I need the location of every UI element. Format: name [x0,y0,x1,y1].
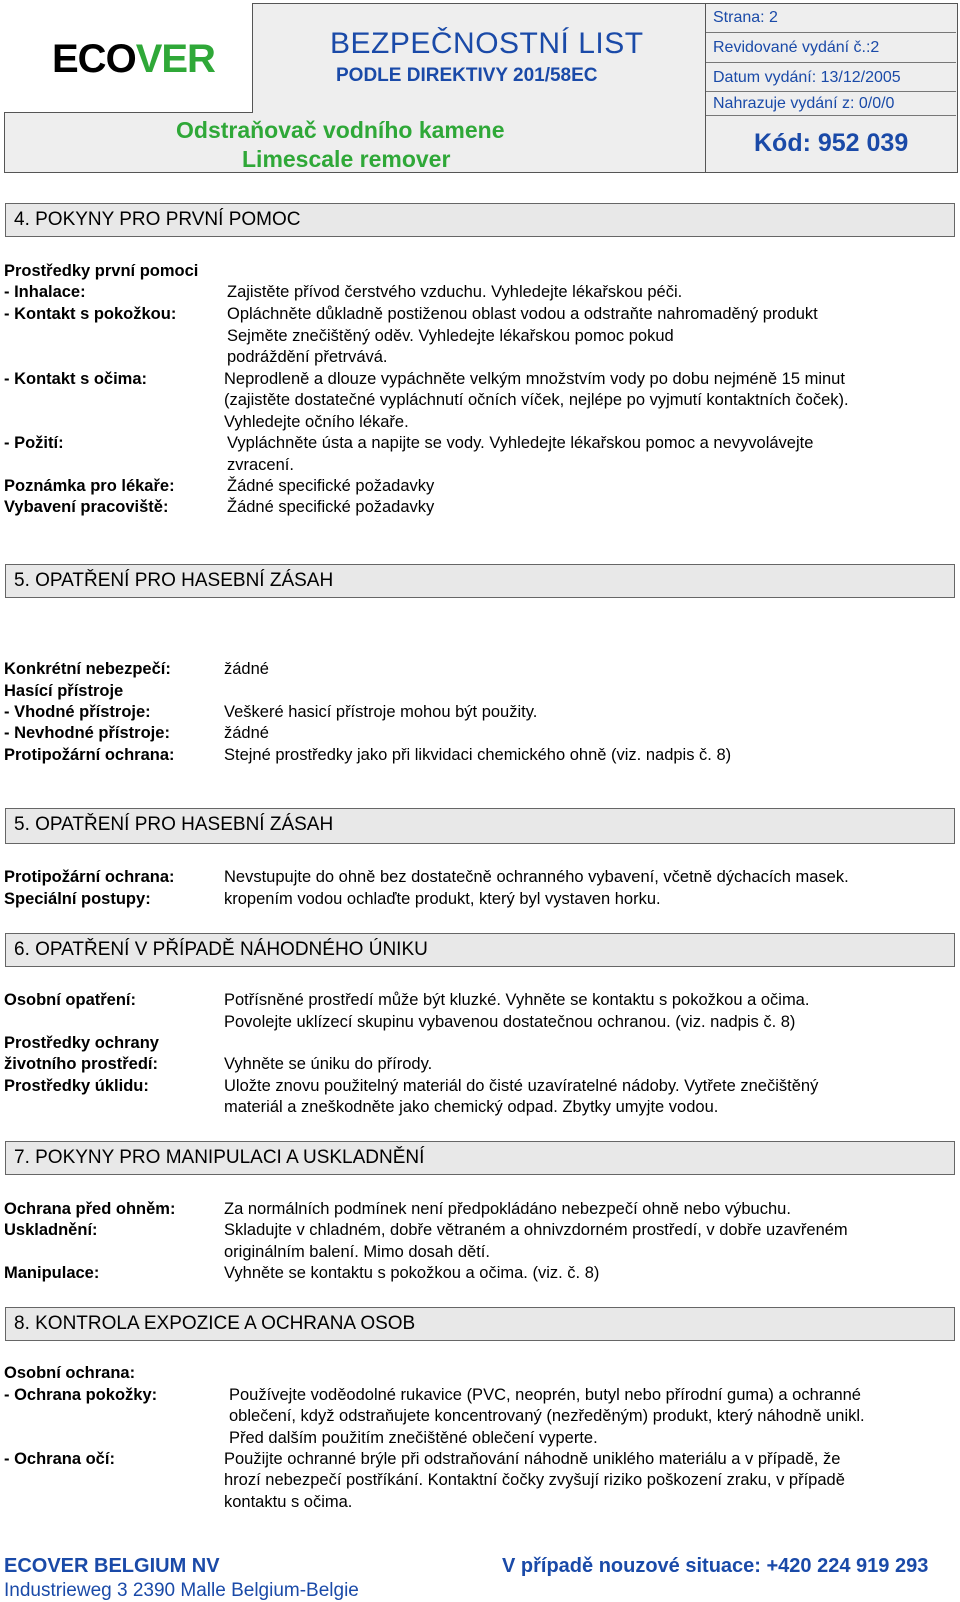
ecover-logo: ECOVER [52,37,215,81]
text-environmental-protection: Vyhněte se úniku do přírody. [224,1055,433,1073]
header-rule [706,115,956,116]
header-divider [705,3,706,173]
document-title: BEZPEČNOSTNÍ LIST [330,27,644,60]
text-inhalation: Zajistěte přívod čerstvého vzduchu. Vyhledejte lékařskou péči. [227,283,683,301]
text-workplace-equipment: Žádné specifické požadavky [227,498,435,516]
header-rule [706,32,956,33]
text-cleanup-methods: materiál a zneškodněte jako chemický odpad. Zbytky umyjte vodou. [224,1098,719,1116]
label-suitable-extinguishers: - Vhodné přístroje: [4,703,151,721]
text-fire-safety: Za normálních podmínek není předpokládáno nebezpečí ohně nebo výbuchu. [224,1200,791,1218]
product-name-en: Limescale remover [242,146,451,172]
issue-date: Datum vydání: 13/12/2005 [713,69,901,86]
text-storage: Skladujte v chladném, dobře větraném a ohnivzdorném prostředí, v dobře uzavřeném [224,1221,848,1239]
first-aid-intro: Prostředky první pomoci [4,262,199,280]
text-eye-protection: Použijte ochranné brýle při odstraňování náhodně uniklého materiálu a v případě, že [224,1450,841,1468]
label-workplace-equipment: Vybavení pracoviště: [4,498,169,516]
label-environmental-protection: Prostředky ochrany [4,1034,159,1052]
label-skin-protection: - Ochrana pokožky: [4,1386,158,1404]
label-ingestion: - Požití: [4,434,64,452]
section-6-heading: 6. OPATŘENÍ V PŘÍPADĚ NÁHODNÉHO ÚNIKU [5,933,955,967]
section-4-heading: 4. POKYNY PRO PRVNÍ POMOC [5,203,955,237]
label-personal-precautions: Osobní opatření: [4,991,136,1009]
text-skin-contact: Sejměte znečištěný oděv. Vyhledejte lékařskou pomoc pokud [227,327,674,345]
text-personal-precautions: Potřísněné prostředí může být kluzké. Vyhněte se kontaktu s pokožkou a očima. [224,991,810,1009]
document-subtitle: PODLE DIREKTIVY 201/58EC [336,65,598,86]
label-special-procedures: Speciální postupy: [4,890,151,908]
text-unsuitable-extinguishers: žádné [224,724,269,742]
text-eye-protection: kontaktu s očima. [224,1493,353,1511]
text-specific-hazard: žádné [224,660,269,678]
label-eye-contact: - Kontakt s očima: [4,370,148,388]
section-5-repeat-heading: 5. OPATŘENÍ PRO HASEBNÍ ZÁSAH [5,808,955,844]
section-8-heading: 8. KONTROLA EXPOZICE A OCHRANA OSOB [5,1307,955,1341]
label-unsuitable-extinguishers: - Nevhodné přístroje: [4,724,170,742]
text-fire-protection: Stejné prostředky jako při likvidaci chemického ohně (viz. nadpis č. 8) [224,746,732,764]
text-skin-contact: podráždění přetrvává. [227,348,388,366]
product-name-cz: Odstraňovač vodního kamene [176,117,505,143]
label-eye-protection: - Ochrana očí: [4,1450,115,1468]
text-suitable-extinguishers: Veškeré hasicí přístroje mohou být použity. [224,703,538,721]
label-fire-protection: Protipožární ochrana: [4,746,175,764]
label-fire-protection: Protipožární ochrana: [4,868,175,886]
label-doctor-note: Poznámka pro lékaře: [4,477,175,495]
label-specific-hazard: Konkrétní nebezpečí: [4,660,171,678]
text-personal-precautions: Povolejte uklízecí skupinu vybavenou dostatečnou ochranou. (viz. nadpis č. 8) [224,1013,796,1031]
footer-emergency-phone: V případě nouzové situace: +420 224 919 293 [502,1555,929,1577]
label-inhalation: - Inhalace: [4,283,86,301]
footer-address: Industrieweg 3 2390 Malle Belgium-Belgie [4,1580,359,1601]
revision-number: Revidované vydání č.:2 [713,39,880,56]
section-5-heading: 5. OPATŘENÍ PRO HASEBNÍ ZÁSAH [5,564,955,598]
label-storage: Uskladnění: [4,1221,98,1239]
text-handling: Vyhněte se kontaktu s pokožkou a očima. (viz. č. 8) [224,1264,600,1282]
text-skin-protection: Používejte voděodolné rukavice (PVC, neoprén, butyl nebo přírodní guma) a ochranné [229,1386,861,1404]
footer-company: ECOVER BELGIUM NV [4,1555,220,1577]
text-cleanup-methods: Uložte znovu použitelný materiál do čisté uzavíratelné nádoby. Vytřete znečištěný [224,1077,819,1095]
text-eye-contact: Neprodleně a dlouze vypáchněte velkým množstvím vody po dobu nejméně 15 minut [224,370,845,388]
text-eye-contact: Vyhledejte očního lékaře. [224,413,409,431]
text-fire-protection: Nevstupujte do ohně bez dostatečně ochranného vybavení, včetně dýchacích masek. [224,868,849,886]
page-number: Strana: 2 [713,9,778,26]
text-skin-protection: oblečení, když odstraňujete koncentrovaný (nezředěným) produkt, který náhodně unikl. [229,1407,865,1425]
label-skin-contact: - Kontakt s pokožkou: [4,305,177,323]
label-fire-safety: Ochrana před ohněm: [4,1200,176,1218]
text-skin-protection: Před dalším použitím znečištěné oblečení vyperte. [229,1429,598,1447]
label-cleanup-methods: Prostředky úklidu: [4,1077,149,1095]
product-code: Kód: 952 039 [754,129,909,157]
label-handling: Manipulace: [4,1264,100,1282]
header-rule [706,91,956,92]
replaces-issue: Nahrazuje vydání z: 0/0/0 [713,95,895,112]
text-storage: originálním balení. Mimo dosah dětí. [224,1243,490,1261]
text-special-procedures: kropením vodou ochlaďte produkt, který byl vystaven horku. [224,890,661,908]
label-personal-protection: Osobní ochrana: [4,1364,136,1382]
section-7-heading: 7. POKYNY PRO MANIPULACI A USKLADNĚNÍ [5,1141,955,1175]
text-ingestion: zvracení. [227,456,294,474]
text-eye-contact: (zajistěte dostatečné vypláchnutí očních víček, nejlépe po vyjmutí kontaktních čoček). [224,391,849,409]
label-extinguishers: Hasící přístroje [4,682,124,700]
header-rule [706,62,956,63]
text-doctor-note: Žádné specifické požadavky [227,477,435,495]
text-eye-protection: hrozí nebezpečí postříkání. Kontaktní čočky zvyšují riziko poškození zraku, v případě [224,1471,845,1489]
text-skin-contact: Opláchněte důkladně postiženou oblast vodou a odstraňte nahromaděný produkt [227,305,818,323]
label-environmental-protection: životního prostředí: [4,1055,158,1073]
text-ingestion: Vypláchněte ústa a napijte se vody. Vyhledejte lékařskou pomoc a nevyvolávejte [227,434,814,452]
